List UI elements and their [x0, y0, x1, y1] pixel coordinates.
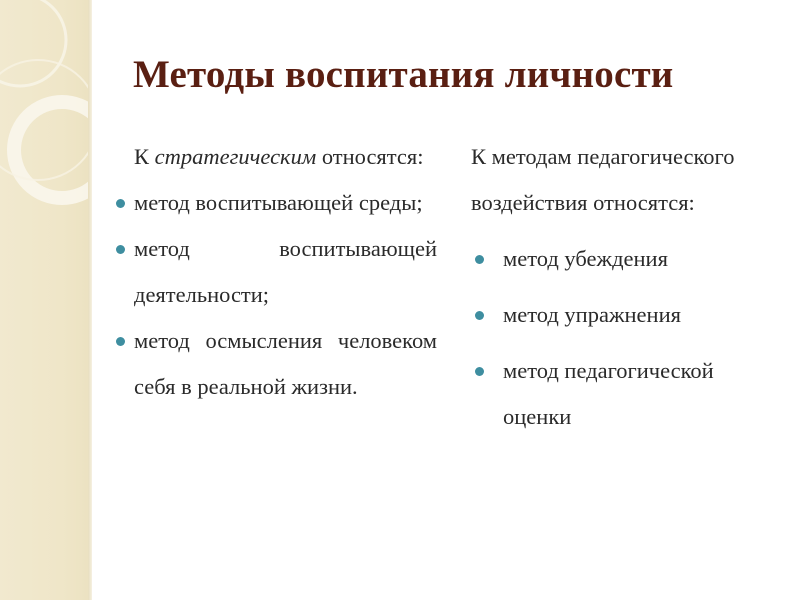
right-item-text: метод педагогической оценки [503, 358, 714, 429]
bullet-icon [116, 245, 125, 254]
bullet-icon [116, 199, 125, 208]
right-item-text: метод убеждения [503, 246, 668, 271]
left-list-item [114, 180, 437, 226]
slide-title: Методы воспитания личности [133, 53, 674, 96]
left-intro-italic: стратегическим [154, 144, 317, 169]
left-intro-suffix: относятся: [316, 144, 424, 169]
left-intro [114, 134, 437, 180]
right-column [471, 134, 781, 440]
right-bullet-list [471, 236, 781, 440]
right-list-item [471, 348, 781, 440]
right-intro: К методам педагогического воздействия относятся: [471, 144, 735, 215]
left-item-text: метод воспитывающей среды; [134, 190, 423, 215]
decorative-rings [0, 0, 88, 600]
left-list-item [114, 226, 437, 318]
right-list-item [471, 292, 781, 338]
left-intro-prefix: К [134, 144, 155, 169]
right-list-item [471, 236, 781, 282]
bullet-icon [116, 337, 125, 346]
bullet-icon [475, 255, 484, 264]
left-item-text: метод осмысления человеком себя в реальной жизни. [134, 328, 437, 399]
right-item-text: метод упражнения [503, 302, 681, 327]
side-band-edge [88, 0, 92, 600]
left-column [114, 134, 437, 410]
left-bullet-list [114, 180, 437, 410]
left-item-text: метод воспитывающей деятельности; [134, 236, 437, 307]
bullet-icon [475, 367, 484, 376]
left-list-item [114, 318, 437, 410]
bullet-icon [475, 311, 484, 320]
decorative-side-band [0, 0, 88, 600]
